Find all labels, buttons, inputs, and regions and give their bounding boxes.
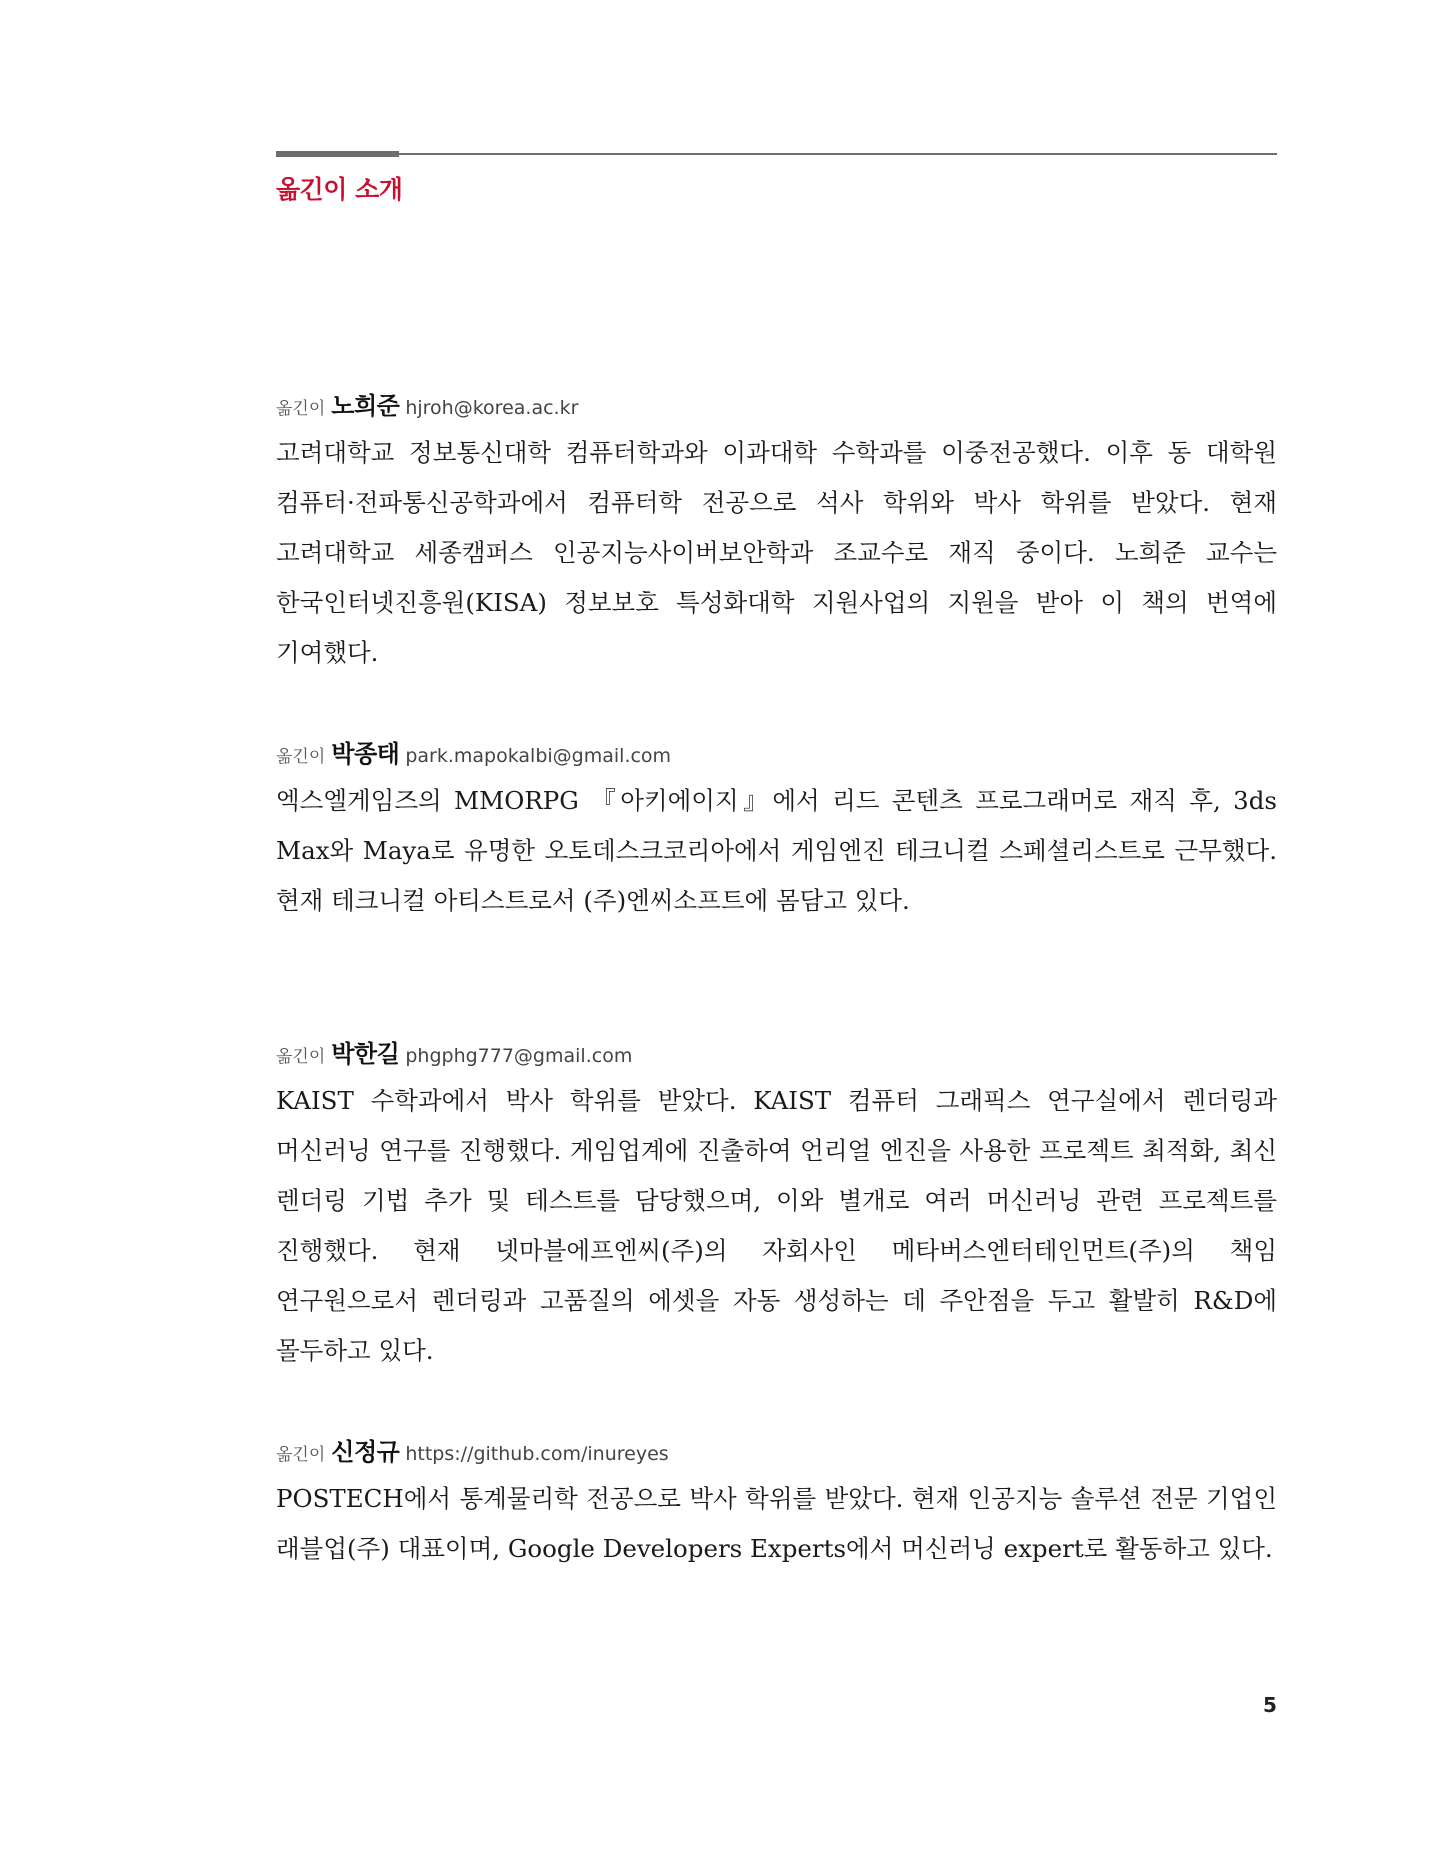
translator-block-shin bbox=[276, 1432, 1277, 1574]
role-label: 옮긴이 bbox=[276, 399, 326, 419]
translator-header bbox=[276, 1432, 1277, 1466]
translator-email[interactable]: phgphg777@gmail.com bbox=[405, 1045, 633, 1067]
translator-header bbox=[276, 1034, 1277, 1068]
page-number: 5 bbox=[1263, 1693, 1277, 1717]
top-rule bbox=[276, 153, 1277, 155]
translator-github-link[interactable]: https://github.com/inureyes bbox=[405, 1443, 669, 1465]
section-title: 옮긴이 소개 bbox=[276, 175, 403, 204]
translator-name: 박한길 bbox=[331, 1040, 400, 1068]
translator-bio: KAIST 수학과에서 박사 학위를 받았다. KAIST 컴퓨터 그래픽스 연구실에서 렌더링과 머신러닝 연구를 진행했다. 게임업계에 진출하여 언리얼 엔진을 사용한 프로젝트 최적화, 최신 렌더링 기법 추가 및 테스트를 담당했으며, 이와 별개로 여러 머신러닝 관련 프로젝트를 진행했다. 현재 넷마블에프엔씨(주)의 자회사인 메타버스엔터테인먼트(주)의 책임 연구원으로서 렌더링과 고품질의 에셋을 자동 생성하는 데 주안점을 두고 활발히 R&D에 몰두하고 있다. bbox=[276, 1086, 1277, 1365]
translator-block-park-hangil bbox=[276, 1034, 1277, 1376]
translator-bio: 고려대학교 정보통신대학 컴퓨터학과와 이과대학 수학과를 이중전공했다. 이후 동 대학원 컴퓨터·전파통신공학과에서 컴퓨터학 전공으로 석사 학위와 박사 학위를 받았다. 현재 고려대학교 세종캠퍼스 인공지능사이버보안학과 조교수로 재직 중이다. 노희준 교수는 한국인터넷진흥원(KISA) 정보보호 특성화대학 지원사업의 지원을 받아 이 책의 번역에 기여했다. bbox=[276, 438, 1277, 667]
translator-name: 신정규 bbox=[331, 1438, 400, 1466]
role-label: 옮긴이 bbox=[276, 1047, 326, 1067]
role-label: 옮긴이 bbox=[276, 1445, 326, 1465]
role-label: 옮긴이 bbox=[276, 747, 326, 767]
translator-email[interactable]: hjroh@korea.ac.kr bbox=[405, 397, 579, 419]
top-rule-accent bbox=[276, 151, 399, 157]
translator-bio: 엑스엘게임즈의 MMORPG 『아키에이지』에서 리드 콘텐츠 프로그래머로 재직 후, 3ds Max와 Maya로 유명한 오토데스크코리아에서 게임엔진 테크니컬 스페셜리스트로 근무했다. 현재 테크니컬 아티스트로서 (주)엔씨소프트에 몸담고 있다. bbox=[276, 786, 1277, 915]
translator-bio: POSTECH에서 통계물리학 전공으로 박사 학위를 받았다. 현재 인공지능 솔루션 전문 기업인 래블업(주) 대표이며, Google Developers Experts에서 머신러닝 expert로 활동하고 있다. bbox=[276, 1484, 1277, 1563]
translator-header bbox=[276, 734, 1277, 768]
translator-name: 박종태 bbox=[331, 740, 400, 768]
translator-block-roh bbox=[276, 386, 1277, 678]
translator-header bbox=[276, 386, 1277, 420]
translator-block-park-jongtae bbox=[276, 734, 1277, 926]
translator-email[interactable]: park.mapokalbi@gmail.com bbox=[405, 745, 672, 767]
translator-name: 노희준 bbox=[331, 392, 400, 420]
